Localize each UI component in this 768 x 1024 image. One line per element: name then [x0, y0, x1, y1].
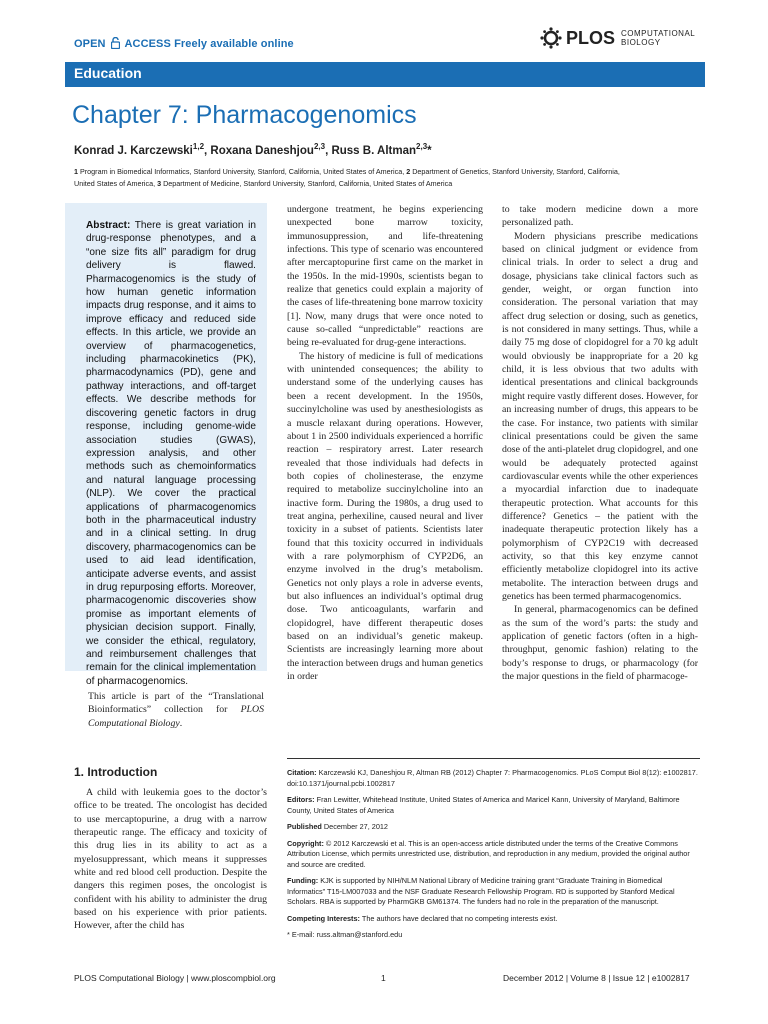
- citation-text: Karczewski KJ, Daneshjou R, Altman RB (2012) Chapter 7: Pharmacogenomics. PLoS Comput Biol 8(12): e1002817. doi:10.1371/journal.pcbi.1002817: [287, 768, 698, 788]
- article-metadata: [287, 768, 699, 947]
- affil-text: Department of Medicine, Stanford University, Stanford, California, United States of America: [161, 179, 453, 188]
- affil-number: 3: [157, 179, 162, 188]
- collection-text-end: .: [179, 717, 183, 729]
- email-line[interactable]: * E-mail: russ.altman@stanford.edu: [287, 930, 403, 939]
- body-column-1: [74, 786, 267, 933]
- affiliations: [74, 166, 714, 190]
- affil-text: Department of Genetics, Stanford University, Stanford, California,: [410, 167, 620, 176]
- plos-wordmark: PLOS: [566, 27, 616, 48]
- author-list: [74, 142, 432, 157]
- section-heading-introduction: 1. Introduction: [74, 765, 158, 779]
- competing-label: Competing Interests:: [287, 913, 360, 923]
- paragraph: The history of medicine is full of medications with unintended consequences; the ability to understand some of the underlying causes has been a recent development. In the 1950s, succinylcholine was used by anesthesiologists as a muscle relaxant during operations. However, about 1 in 2500 individuals experienced a horrific reaction – respiratory arrest. Later research revealed that those individuals had defects in both copies of cholinesterase, the enzyme required to metabolize succinylcholine into an inactive form. During the 1980s, a drug used to treat angina, perhexiline, caused neural and liver toxicity in a subset of patients. Scientists later found that this toxicity occurred in individuals with a rare polymorphism of CYP2D6, an enzyme involved in the drug’s metabolism. Genetics not only plays a role in adverse events, but also influences an individual’s optimal drug dose. Two anticoagulants, warfarin and clopidogrel, have different therapeutic doses based on an individual’s genetic makeup. Scientists are increasingly learning more about the interaction between drugs and human genetics in order: [287, 350, 483, 683]
- published-block: [287, 822, 699, 833]
- citation-label: Citation:: [287, 768, 317, 777]
- affil-text: United States of America,: [74, 179, 158, 188]
- editors-label: Editors:: [287, 795, 315, 804]
- competing-block: [287, 914, 699, 925]
- author-name: Konrad J. Karczewski: [74, 144, 193, 157]
- open-lock-icon: [111, 37, 120, 52]
- metadata-divider: [287, 758, 700, 759]
- funding-block: [287, 876, 699, 908]
- published-label: Published: [287, 822, 322, 831]
- paragraph: A child with leukemia goes to the doctor’s office to be treated. The oncologist has decided to use mercaptopurine, a drug with a narrow therapeutic range. The efficacy and toxicity of this drug lies in its ability to act as a myelosuppressant, which means it suppresses white and red blood cell production. Despite the dangers this regimen poses, the oncologist is confident with his ability to administer the drug based on his experience with prior patients. However, after the child has: [74, 787, 267, 932]
- editors-text: Fran Lewitter, Whitehead Institute, United States of America and Maricel Kann, University of Maryland, Baltimore County, United States of America: [287, 795, 680, 815]
- section-label: Education: [74, 65, 142, 81]
- affil-text: Program in Biomedical Informatics, Stanford University, Stanford, California, United States of America,: [78, 167, 407, 176]
- competing-text: The authors have declared that no competing interests exist.: [359, 913, 558, 923]
- corresponding-mark: *: [427, 144, 432, 157]
- open-access-banner: [74, 37, 294, 52]
- paragraph: to take modern medicine down a more personalized path.: [502, 204, 698, 229]
- footer-page-number: 1: [381, 973, 386, 983]
- affil-number: 1: [74, 167, 78, 176]
- abstract-text: There is great variation in drug-response phenotypes, and a “one size fits all” paradigm for drug delivery is flawed. Pharmacogenomics is the study of how human genetic information impacts drug response, and it aims to improve efficacy and reduced side effects. In this article, we provide an overview of pharmacogenetics, including pharmacokinetics (PK), pharmacodynamics (PD), gene and pathway interactions, and off-target effects. We describe methods for discovering genetic factors in drug response, including genome-wide association studies (GWAS), expression analysis, and other methods such as chemoinformatics and natural language processing (NLP). We cover the practical applications of pharmacogenomics both in the pharmaceutical industry and in a clinical setting. In drug discovery, pharmacogenomics can be used to aid lead identification, anticipate adverse events, and assist in drug repurposing efforts. Moreover, pharmacogenomic discoveries show promise as important elements of physician decision support. Finally, we consider the ethical, regulatory, and reimbursement challenges that remain for the clinical implementation of pharmacogenomics.: [86, 220, 256, 687]
- author-affil-sup: 1,2: [192, 142, 205, 151]
- author-affil-sup: 2,3: [313, 142, 326, 151]
- body-column-3: [502, 203, 698, 683]
- author-name: , Roxana Daneshjou: [204, 144, 314, 157]
- footer-journal[interactable]: PLOS Computational Biology | www.ploscompbiol.org: [74, 973, 276, 983]
- copyright-label: Copyright:: [287, 838, 324, 848]
- plos-sub-line-2: BIOLOGY: [621, 38, 661, 47]
- author-affil-sup: 2,3: [416, 142, 428, 151]
- section-banner: [65, 62, 705, 87]
- editors-block: [287, 795, 699, 816]
- abstract-box: [65, 203, 267, 687]
- funding-text: KJK is supported by NIH/NLM National Library of Medicine training grant “Graduate Training in Biomedical Informatics” T15-LM007033 and the NSF Graduate Research Fellowship Program. RD is supported by Stanford Medical Scholars. RBA is supported by PharmGKB GM61374. The funders had no role in the preparation of the manuscript.: [287, 876, 675, 906]
- plos-logo[interactable]: [540, 27, 695, 49]
- plos-journal-name: [621, 29, 695, 47]
- abstract-label: Abstract:: [86, 220, 131, 231]
- author-name: , Russ B. Altman: [325, 144, 417, 157]
- copyright-block: [287, 839, 699, 871]
- access-label: ACCESS Freely available online: [124, 38, 294, 50]
- collection-text: This article is part of the “Translational Bioinformatics” collection for: [88, 691, 264, 716]
- footer-issue: December 2012 | Volume 8 | Issue 12 | e1002817: [503, 973, 690, 983]
- plos-gear-icon: [540, 27, 562, 49]
- open-label: OPEN: [74, 38, 106, 50]
- article-title: Chapter 7: Pharmacogenomics: [72, 101, 417, 129]
- funding-label: Funding:: [287, 876, 319, 885]
- published-text: December 27, 2012: [321, 822, 388, 831]
- paragraph: Modern physicians prescribe medications based on clinical judgment or evidence from clinical trials. In order to select a drug and dosage, physicians take clinical factors such as gender, weight, or organ function into consideration. The personal variation that may affect drug selection or dosing, such as genetics, is not considered in many settings. Thus, while a daily 75 mg dose of clopidogrel for a 70 kg adult would obviously be inappropriate for a 20 kg child, it is less obvious that two adults with identical presentations and clinical backgrounds might require vastly different doses. However, for an increasing number of drugs, this appears to be the case. For instance, two patients with similar clinical presentations could be given the same dose of the anti-platelet drug clopidogrel, and one would be adequately protected against cardiovascular events while the other experiences a myocardial infarction due to inadequate therapeutic protection. What accounts for this difference? Genetics – the patient with the inadequate therapeutic protection likely has a polymorphism of CYP2C19 with decreased activity, so that this key enzyme cannot efficiently metabolize clopidogrel into its active metabolite. The interaction between drugs and genetics has been termed pharmacogenomics.: [502, 230, 698, 602]
- body-column-2: [287, 203, 483, 683]
- collection-journal: PLOS Computational Biology: [88, 704, 264, 729]
- plos-sub-line-1: COMPUTATIONAL: [621, 29, 696, 38]
- citation-block: [287, 768, 699, 789]
- paragraph: In general, pharmacogenomics can be defined as the sum of the word’s parts: the study and application of genetic factors (often in a high-throughput, genomic fashion) relating to the body’s response to drugs, or pharmacology (for the major questions in the field of pharmacoge-: [502, 604, 698, 683]
- paragraph: undergone treatment, he begins experiencing unexpected bone marrow toxicity, immunosuppression, and life-threatening infections. This type of scenario was encountered after mercaptopurine first came on the market in the 1950s. In the mid-1990s, scientists began to realize that genetics could explain a majority of the cases of life-threatening bone marrow toxicity [1]. Now, many drugs that were once noted to cause so-called “unpredictable” reactions are being re-evaluated for drug-gene interactions.: [287, 204, 483, 349]
- collection-note: [88, 690, 264, 730]
- affil-number: 2: [406, 167, 411, 176]
- copyright-text: © 2012 Karczewski et al. This is an open-access article distributed under the terms of the Creative Commons Attribution License, which permits unrestricted use, distribution, and reproduction in any medium, provided the original author and source are credited.: [287, 838, 690, 869]
